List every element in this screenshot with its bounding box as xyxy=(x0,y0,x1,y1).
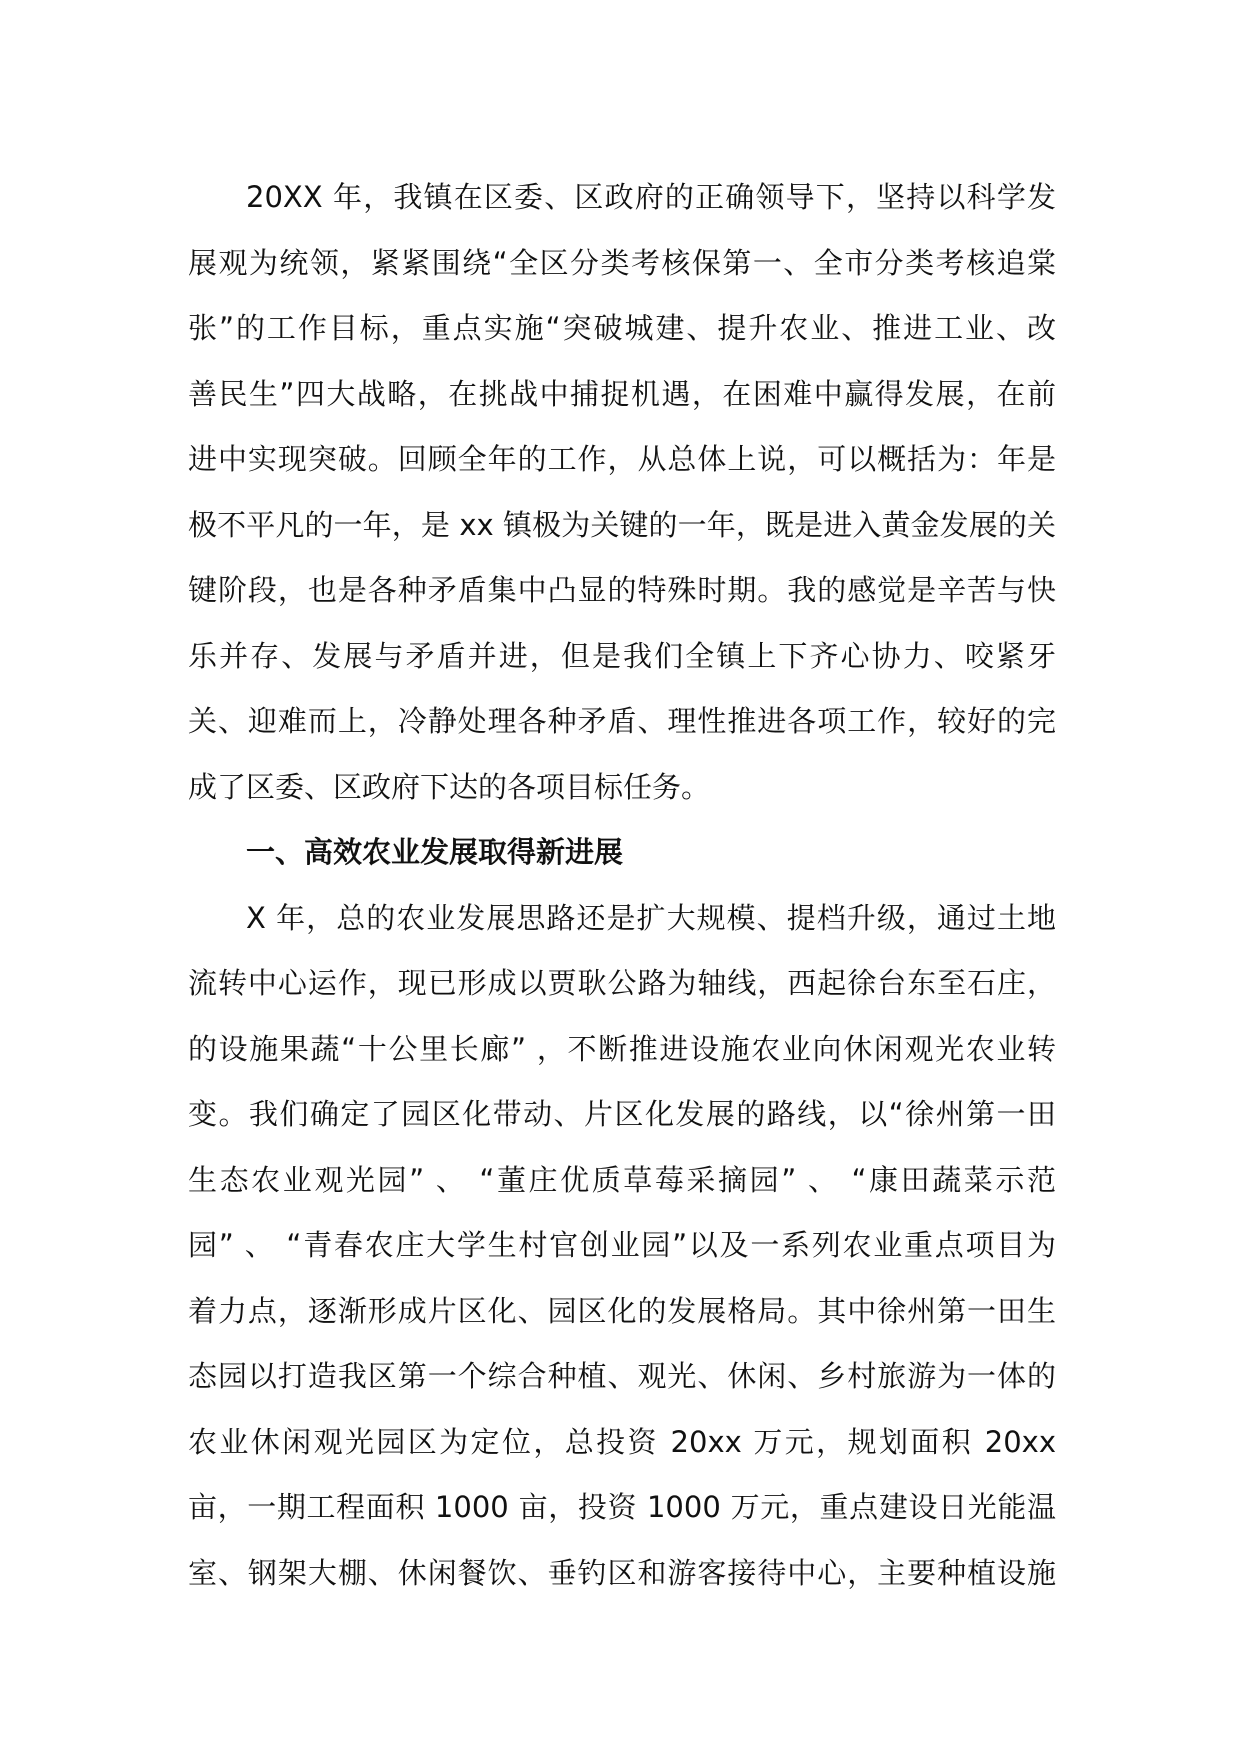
paragraph-agriculture xyxy=(188,886,1056,1607)
text-line: 成了区委、区政府下达的各项目标任务。 xyxy=(188,769,711,804)
text-line: 善民生”四大战略，在挑战中捕捉机遇，在困难中赢得发展，在前 xyxy=(188,376,1056,411)
text-line: 变。我们确定了园区化带动、片区化发展的路线，以“徐州第一田 xyxy=(188,1097,1056,1131)
text-line: X 年，总的农业发展思路还是扩大规模、提档升级，通过土地 xyxy=(246,900,1056,935)
text-line: 20XX 年，我镇在区委、区政府的正确领导下，坚持以科学发 xyxy=(246,180,1056,214)
document-body xyxy=(188,165,1056,1606)
text-line: 亩，一期工程面积 1000 亩，投资 1000 万元，重点建设日光能温 xyxy=(188,1490,1056,1524)
text-line: 农业休闲观光园区为定位，总投资 20xx 万元，规划面积 20xx xyxy=(188,1424,1056,1459)
text-line: 进中实现突破。回顾全年的工作，从总体上说，可以概括为：年是 xyxy=(188,442,1056,476)
section-heading: 一、高效农业发展取得新进展 xyxy=(246,835,624,869)
text-line: 室、钢架大棚、休闲餐饮、垂钓区和游客接待中心，主要种植设施 xyxy=(188,1555,1056,1590)
text-line: 乐并存、发展与矛盾并进，但是我们全镇上下齐心协力、咬紧牙 xyxy=(188,638,1056,673)
text-line: 展观为统领，紧紧围绕“全区分类考核保第一、全市分类考核追棠 xyxy=(188,245,1056,280)
text-line: 关、迎难而上，冷静处理各种矛盾、理性推进各项工作，较好的完 xyxy=(188,704,1056,738)
text-line: 生态农业观光园” 、 “董庄优质草莓采摘园” 、 “康田蔬菜示范 xyxy=(188,1162,1056,1197)
text-line: 着力点，逐渐形成片区化、园区化的发展格局。其中徐州第一田生 xyxy=(188,1293,1056,1328)
text-line: 的设施果蔬“十公里长廊” ，不断推进设施农业向休闲观光农业转 xyxy=(188,1031,1056,1066)
text-line: 流转中心运作，现已形成以贾耿公路为轴线，西起徐台东至石庄， xyxy=(188,966,1056,1000)
text-line: 园” 、 “青春农庄大学生村官创业园”以及一系列农业重点项目为 xyxy=(188,1228,1056,1262)
text-line: 键阶段，也是各种矛盾集中凸显的特殊时期。我的感觉是辛苦与快 xyxy=(188,573,1056,607)
paragraph-intro xyxy=(188,165,1056,820)
text-line: 张”的工作目标，重点实施“突破城建、提升农业、推进工业、改 xyxy=(188,311,1056,345)
text-line: 极不平凡的一年，是 xx 镇极为关键的一年，既是进入黄金发展的关 xyxy=(188,507,1056,542)
text-line: 态园以打造我区第一个综合种植、观光、休闲、乡村旅游为一体的 xyxy=(188,1359,1056,1393)
